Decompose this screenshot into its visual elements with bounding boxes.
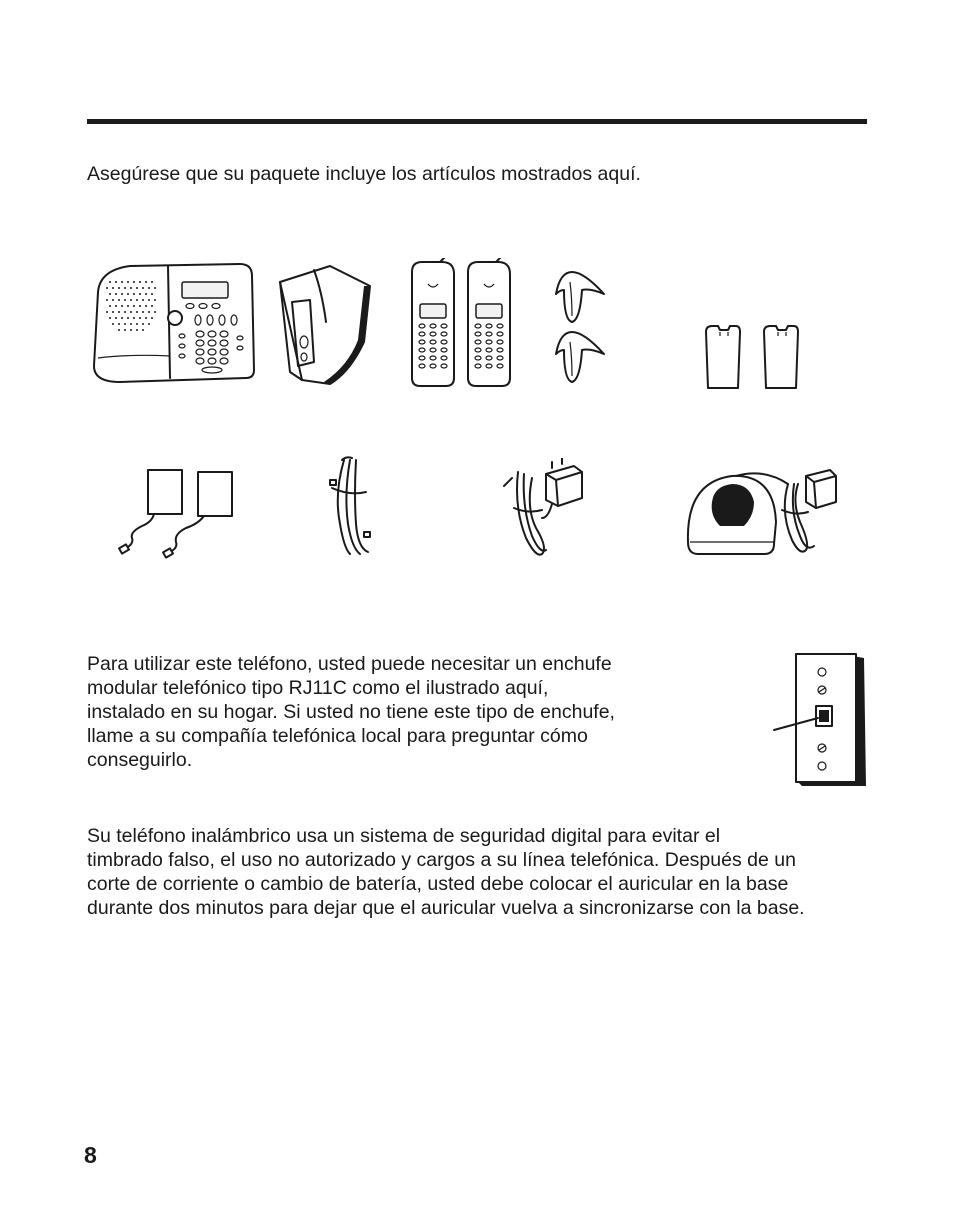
jack-line: Para utilizar este teléfono, usted puede necesitar un enchufe [87,653,612,675]
jack-line: llame a su compañía telefónica local para preguntar cómo [87,725,588,747]
handsets-icon [406,258,522,390]
ac-adapter-icon [496,458,588,562]
phone-cord-icon [320,454,380,558]
jack-line: instalado en su hogar. Si usted no tiene este tipo de enchufe, [87,701,615,723]
base-unit-icon [90,262,258,387]
security-line: corte de corriente o cambio de batería, usted debe colocar el auricular en la base [87,873,789,895]
charger-cradle-icon [684,462,846,562]
security-line: Su teléfono inalámbrico usa un sistema de seguridad digital para evitar el [87,825,721,847]
jack-line: conseguirlo. [87,749,193,771]
battery-doors-icon [702,322,808,394]
jack-paragraph [87,652,677,772]
security-line: durante dos minutos para dejar que el auricular vuelva a sincronizarse con la base. [87,897,805,919]
page-number: 8 [84,1142,97,1168]
intro-text: Asegúrese que su paquete incluye los artículos mostrados aquí. [87,163,641,185]
jack-line: modular telefónico tipo RJ11C como el ilustrado aquí, [87,677,549,699]
wall-jack-icon [768,650,872,790]
battery-packs-icon [112,466,244,562]
header-rule [87,119,867,124]
belt-clips-icon [550,268,610,388]
wall-mount-bracket-icon [270,262,380,387]
security-paragraph [87,824,877,920]
security-line: timbrado falso, el uso no autorizado y cargos a su línea telefónica. Después de un [87,849,796,871]
